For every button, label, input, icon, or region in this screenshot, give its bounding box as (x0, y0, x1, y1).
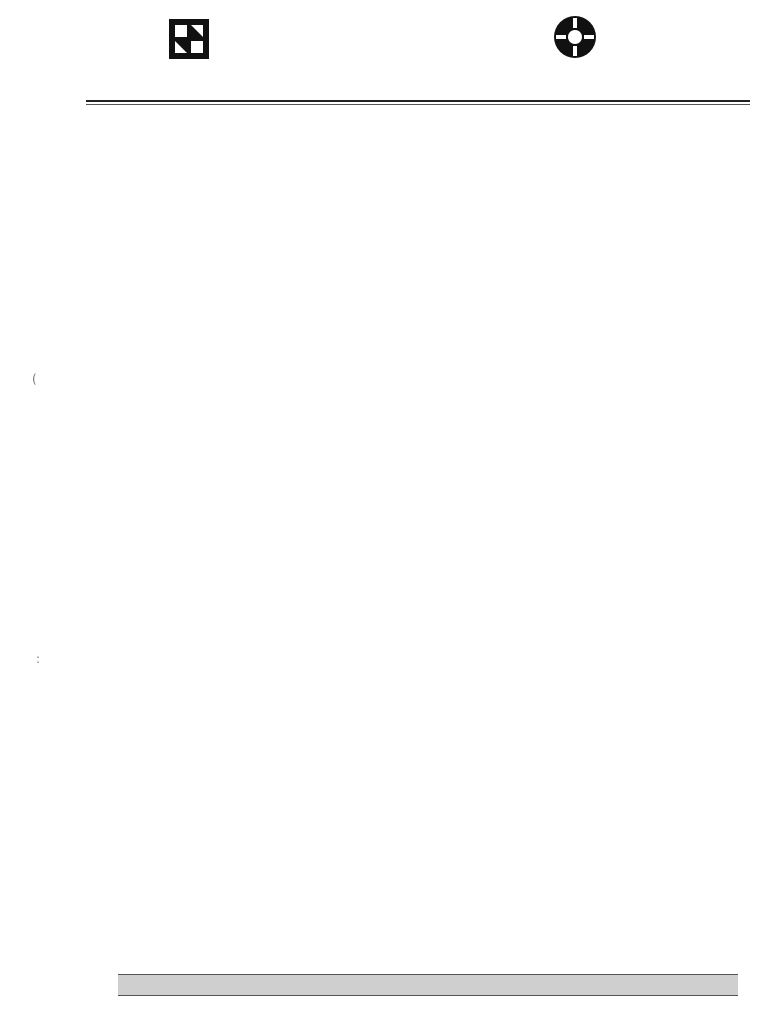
margin-mark: ( (32, 372, 37, 386)
section-heading (78, 280, 718, 310)
section-time (78, 844, 718, 934)
paragraph-line (78, 490, 718, 520)
section-heading (78, 844, 718, 874)
paragraph-line (78, 340, 718, 370)
paragraph-line (78, 700, 718, 730)
intro-item (78, 146, 704, 176)
company-logo (552, 14, 598, 60)
page-header (0, 0, 768, 110)
intro-item (78, 176, 704, 206)
intro-block (78, 116, 718, 236)
paragraph-line (78, 310, 718, 340)
paragraph-line (78, 550, 718, 580)
paragraph-line (78, 430, 718, 460)
paragraph-line (78, 670, 718, 700)
paragraph-line (78, 790, 718, 820)
paragraph-line (78, 370, 718, 400)
header-rule (86, 100, 750, 102)
paragraph-line (78, 520, 718, 550)
header-rule-thin (86, 104, 750, 105)
paragraph-line (78, 760, 718, 790)
margin-mark: : (36, 652, 41, 666)
footer-bar (118, 974, 738, 996)
paragraph-line (78, 874, 718, 904)
paragraph-line (78, 940, 718, 970)
paragraph-line (78, 730, 718, 760)
group-logo (168, 18, 210, 60)
paragraph-line (78, 640, 718, 670)
paragraph-line (78, 460, 718, 490)
paragraph-line (78, 610, 718, 640)
intro-item (78, 206, 704, 236)
intro-lead (78, 116, 718, 146)
paragraph-line (78, 904, 718, 934)
paragraph-line (78, 580, 718, 610)
paragraph-line (78, 400, 718, 430)
